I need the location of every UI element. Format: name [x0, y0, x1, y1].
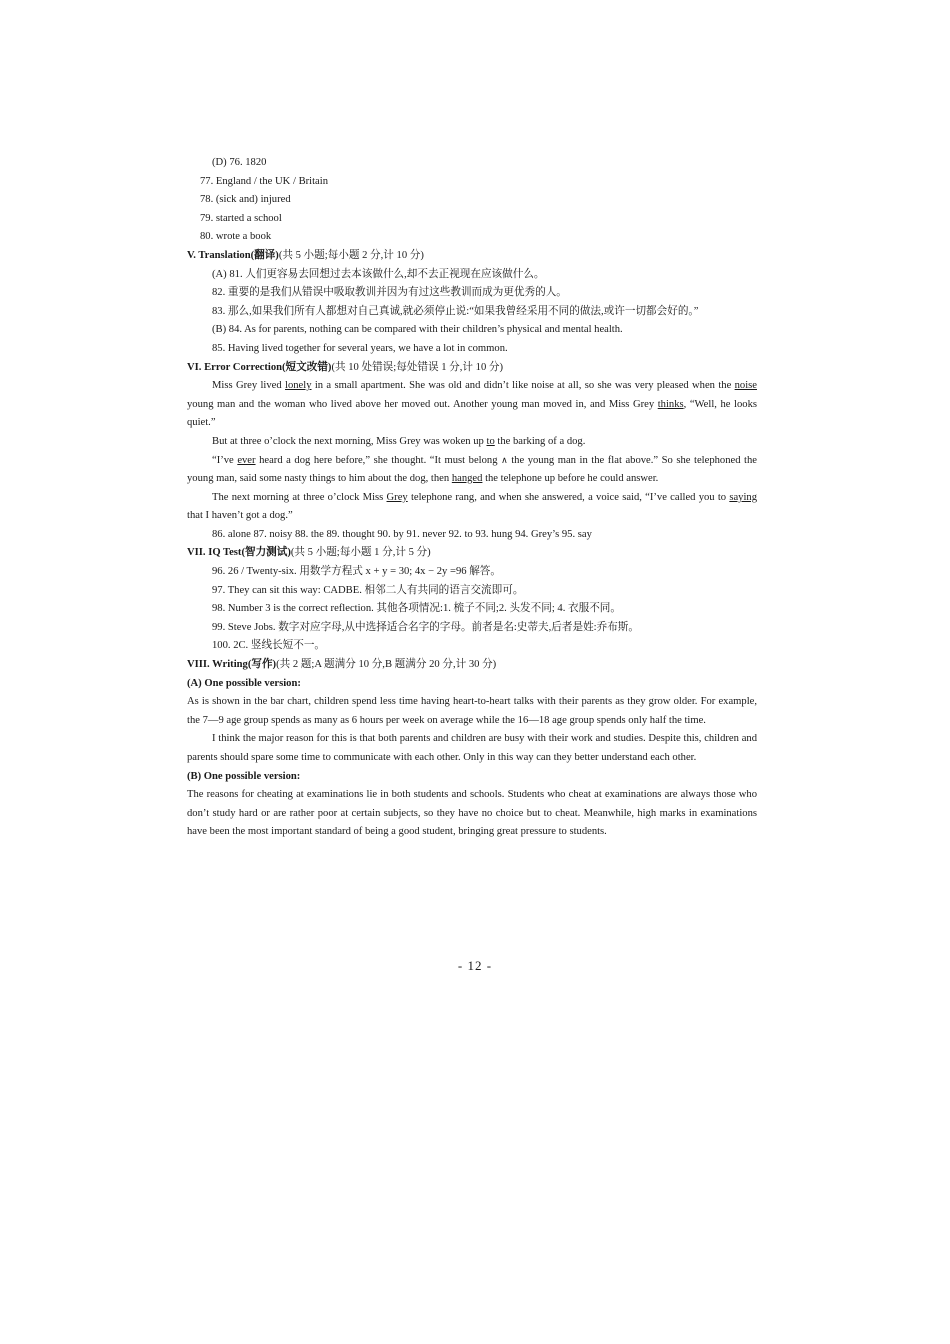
section-title: VII. IQ Test(智力测试) [187, 547, 291, 559]
error-correction-answers: 86. alone 87. noisy 88. the 89. thought 90. by 91. never 92. to 93. hung 94. Grey’s 95. say [212, 528, 592, 540]
section-info: (共 2 题;A 题满分 10 分,B 题满分 20 分,计 30 分) [276, 659, 497, 671]
passage-paragraph-3: “I’ve ever heard a dog here before,” she thought. “It must belong ∧ the young man in the flat above.” So she telephoned the young man, said some nasty things to him about the dog, then hanged the telephone up before he could answer. [187, 454, 757, 485]
translation-item-82: 82. 重要的是我们从错误中吸取教训并因为有过这些教训而成为更优秀的人。 [212, 287, 567, 299]
iq-item-96: 96. 26 / Twenty-six. 用数学方程式 x + y = 30; 4x − 2y =96 解答。 [212, 566, 501, 578]
passage-paragraph-4: The next morning at three o’clock Miss Grey telephone rang, and when she answered, a voice said, “I’ve called you to saying that I haven’t got a dog.” [187, 491, 757, 522]
section-title: V. Translation(翻译) [187, 249, 279, 261]
iq-item-100: 100. 2C. 竖线长短不一。 [212, 640, 326, 652]
writing-a-paragraph-1: As is shown in the bar chart, children spend less time having heart-to-heart talks with their parents as they grow older. For example, the 7—9 age group spends as many as 6 hours per week on average while the 16—18 age group spends only half the time. [187, 696, 757, 726]
translation-item-84: (B) 84. As for parents, nothing can be compared with their children’s physical and mental health. [212, 324, 623, 336]
translation-item-81: (A) 81. 人们更容易去回想过去本该做什么,却不去正视现在应该做什么。 [212, 268, 545, 280]
section-info: (共 10 处错误;每处错误 1 分,计 10 分) [331, 361, 504, 373]
writing-a-heading: (A) One possible version: [187, 677, 301, 689]
answer-78: 78. (sick and) injured [200, 194, 291, 206]
passage-paragraph-1: Miss Grey lived lonely in a small apartment. She was old and didn’t like noise at all, so she was very pleased when the noise young man and the woman who lived above her moved out. Another young man moved in, and Miss Grey thinks, “Well, he looks quiet.” [187, 380, 757, 429]
error-mark: the [257, 398, 271, 410]
section-writing-heading [187, 656, 757, 675]
answer-80: 80. wrote a book [200, 231, 272, 243]
passage-paragraph-2: But at three o’clock the next morning, Miss Grey was woken up to the barking of a dog. [212, 435, 586, 447]
page-number: - 12 - [457, 958, 493, 973]
section-error-correction-heading [187, 359, 757, 378]
error-mark: noise [734, 380, 757, 392]
translation-item-83: 83. 那么,如果我们所有人都想对自己真诚,就必须停止说:“如果我曾经采用不同的做法,或许一切都会好的。” [212, 305, 699, 317]
answer-77: 77. England / the UK / Britain [200, 175, 328, 187]
section-title: VIII. Writing(写作) [187, 659, 277, 671]
insertion-caret-icon: ∧ [501, 455, 508, 466]
section-title: VI. Error Correction(短文改错) [187, 361, 332, 373]
writing-b-paragraph-1: The reasons for cheating at examinations lie in both students and schools. Students who cheat at examinations are always those who don’t study hard or are rather poor at certain subjects, so they have no choice but to cheat. Meanwhile, high marks in examinations have been the most important standard of being a good student, bringing great pressure to students. [187, 789, 757, 838]
iq-item-98: 98. Number 3 is the correct reflection. 其他各项情况:1. 梳子不同;2. 头发不同; 4. 衣服不同。 [212, 603, 621, 615]
section-info: (共 5 小题;每小题 2 分,计 10 分) [278, 249, 424, 261]
section-iq-test-heading [187, 544, 757, 563]
answer-key-content [187, 154, 757, 842]
answer-79: 79. started a school [200, 212, 282, 224]
answer-76: (D) 76. 1820 [212, 157, 267, 168]
iq-item-97: 97. They can sit this way: CADBE. 相邻二人有共同的语言交流即可。 [212, 584, 524, 596]
error-mark: to [486, 435, 495, 447]
writing-a-paragraph-2: I think the major reason for this is that both parents and children are busy with their work and studies. Despite this, children and parents should spare some time to communicate with each other. Only in this way can they better understand each other. [187, 733, 757, 763]
error-mark: Grey [386, 491, 408, 503]
translation-item-85: 85. Having lived together for several years, we have a lot in common. [212, 342, 508, 354]
writing-b-heading: (B) One possible version: [187, 770, 301, 782]
error-mark: hanged [451, 473, 483, 485]
error-mark: ever [237, 454, 256, 466]
error-mark: lonely [285, 380, 312, 392]
error-mark: saying [729, 491, 757, 503]
section-info: (共 5 小题;每小题 1 分,计 5 分) [290, 547, 431, 559]
error-mark: thinks [657, 398, 684, 410]
iq-item-99: 99. Steve Jobs. 数字对应字母,从中选择适合名字的字母。前者是名:史蒂夫,后者是姓:乔布斯。 [212, 621, 639, 633]
section-translation-heading [187, 247, 757, 266]
